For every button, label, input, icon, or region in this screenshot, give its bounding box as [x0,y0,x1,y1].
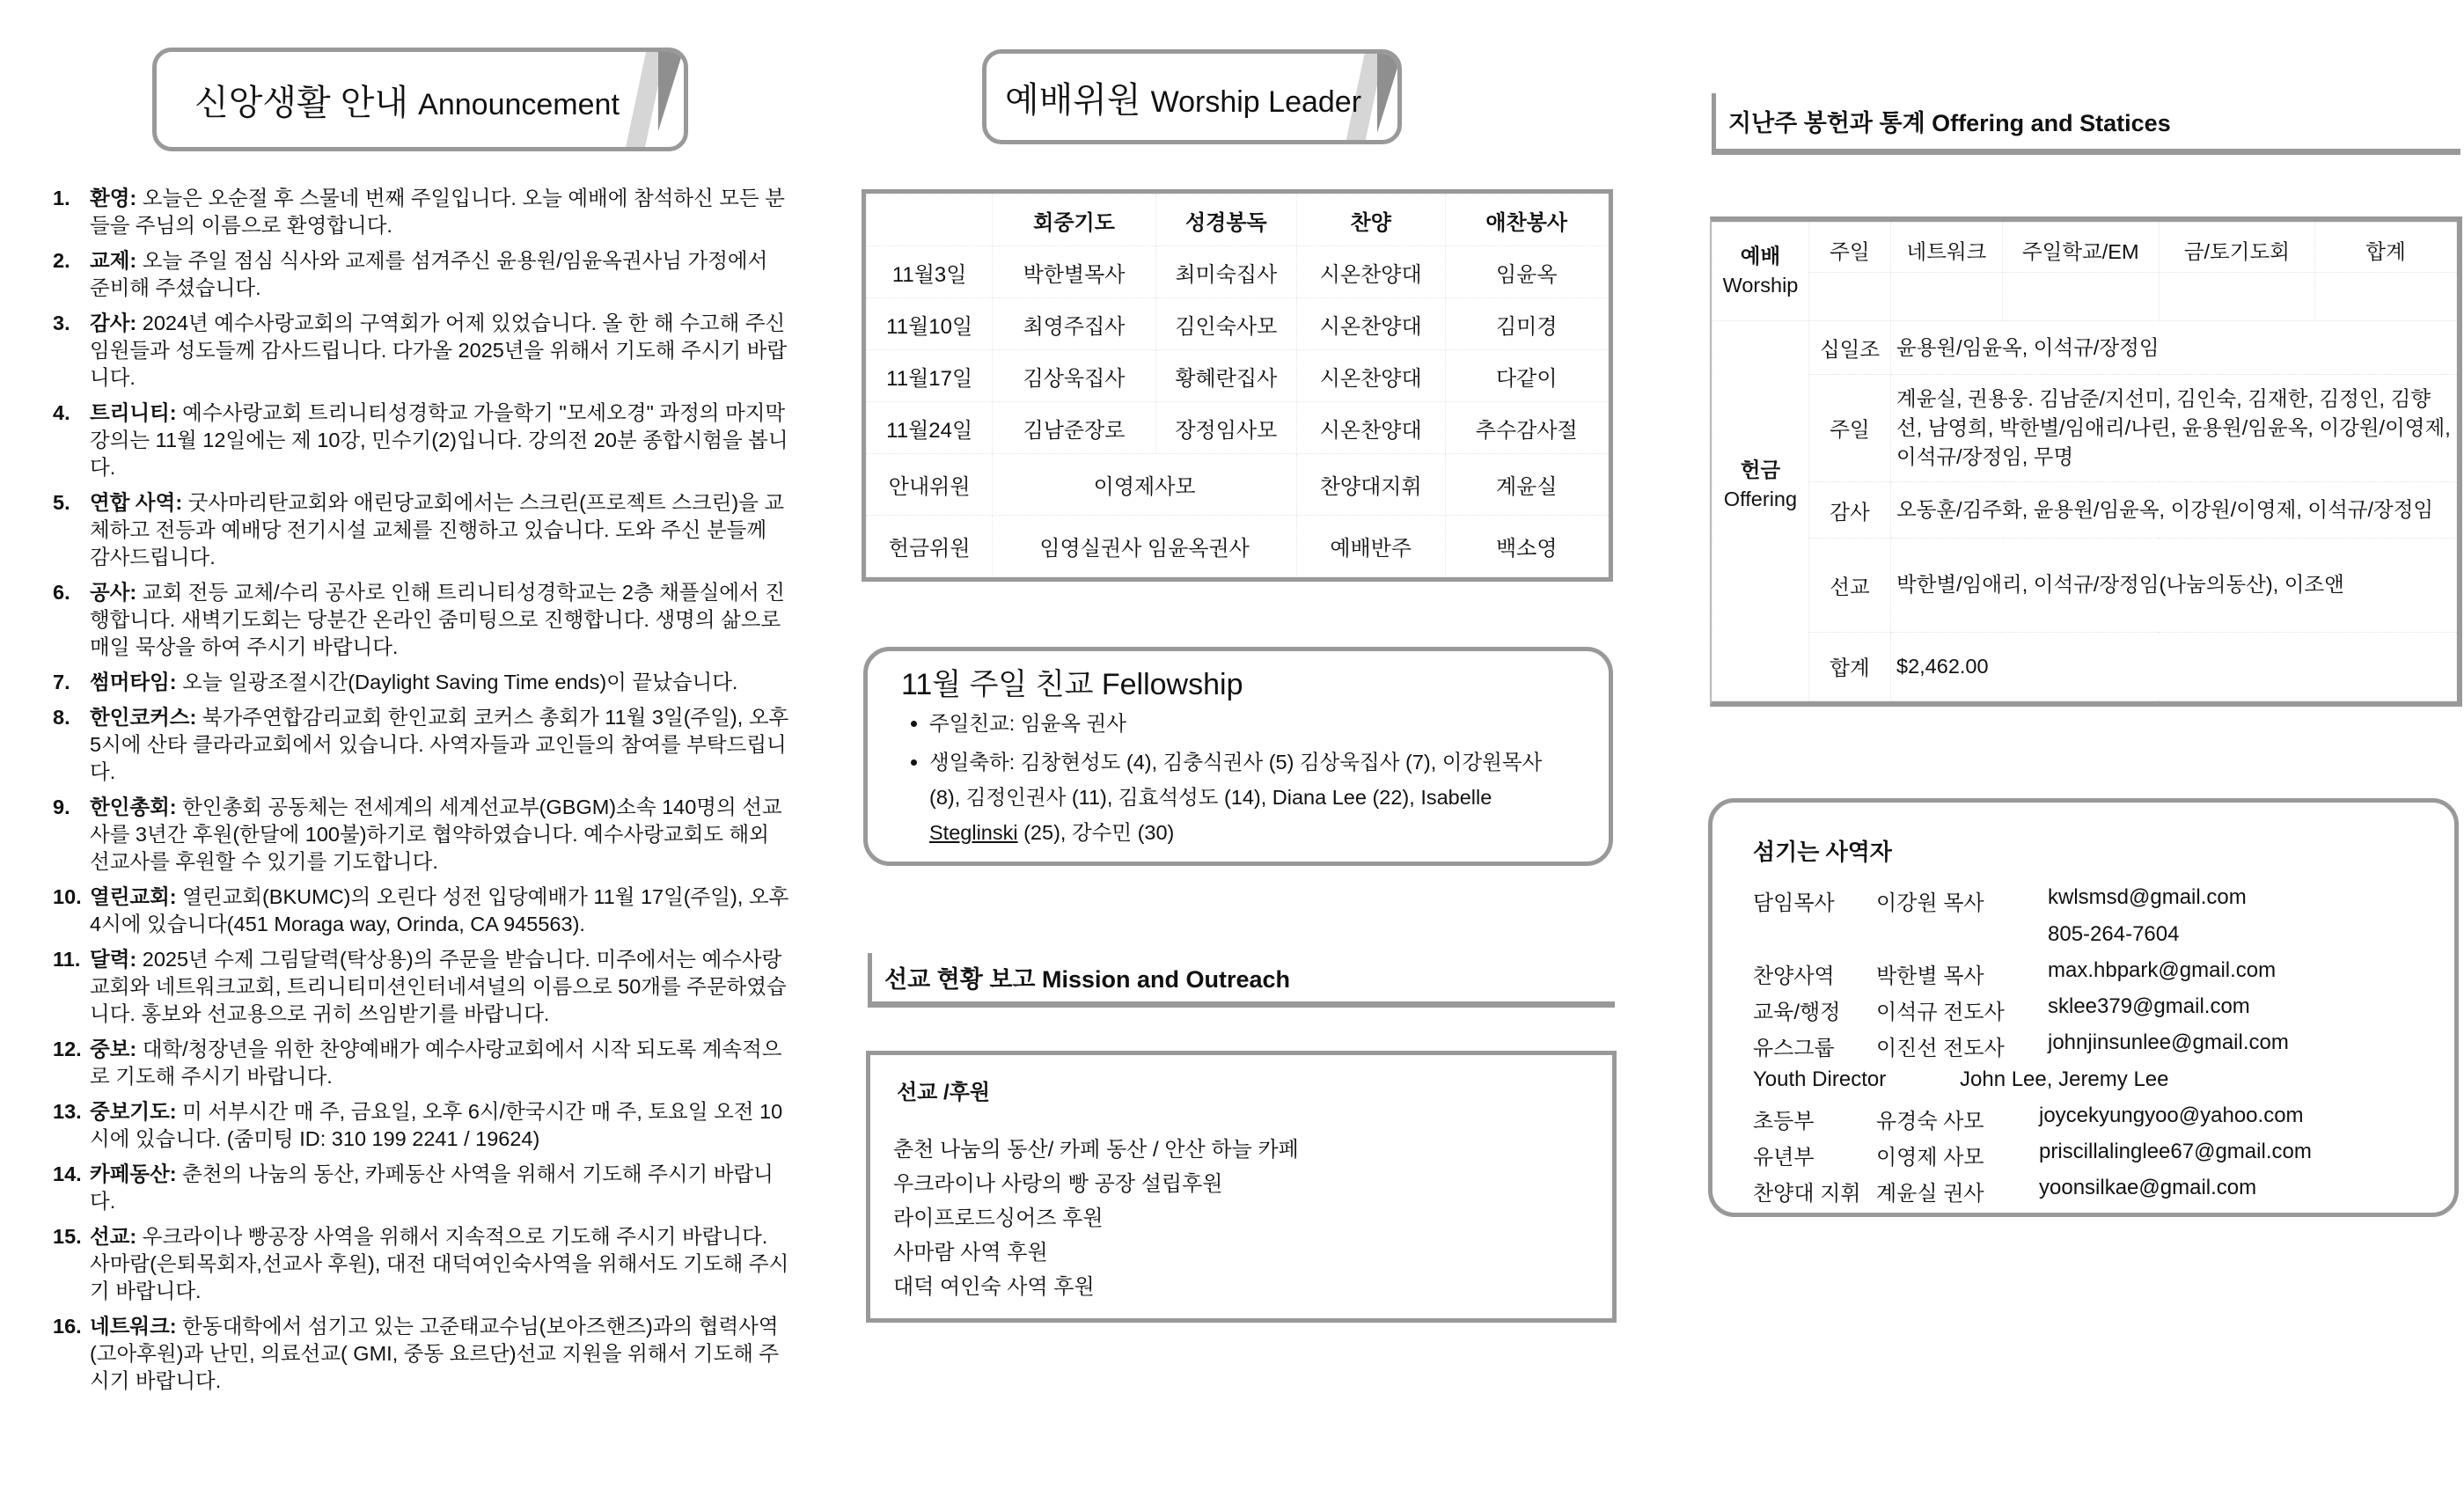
column-header: 회중기도 [993,194,1155,246]
minister-name: 유경숙 사모 [1876,1110,1984,1133]
offering-category-en: Offering [1723,487,1798,510]
row-label: 합계 [1808,632,1890,700]
announcement-title-en: Announcement [418,87,620,121]
item-text: 오늘 일광조절시간(Daylight Saving Time ends)이 끝났습니다. [182,671,738,693]
fellowship-title: 11월 주일 친교 Fellowship [901,668,1243,701]
item-text: 2024년 예수사랑교회의 구역회가 어제 있었습니다. 올 한 해 수고해 주신 임원들과 성도들께 감사드립니다. 다가올 2025년을 위해서 기도해 주시기 바랍니다. [90,312,788,389]
minister-name: 이석규 전도사 [1876,1001,2005,1024]
row-names: 윤용원/임윤옥, 이석규/장정임 [1891,321,2457,374]
row-names: 박한별/임애리, 이석규/장정임(나눔의동산), 이조앤 [1891,539,2457,632]
announcement-title-ko: 신앙생활 안내 [194,83,409,122]
item-label: 카페동산: [90,1162,177,1185]
table-cell: 임영실권사 임윤옥권사 [993,516,1297,577]
announcement-item [53,1223,792,1305]
minister-name: 이영제 사모 [1876,1146,1984,1170]
table-row [867,402,1609,454]
fellowship-host: • 주일친교: 임윤옥 권사 [929,706,1573,741]
item-text: 한동대학에서 섬기고 있는 고준태교수님(보아즈핸즈)과의 협력사역(고아후원)과 난민, 의료선교( GMI, 중동 요르단)선교 지원을 위해서 기도해 주시기 바랍니다. [90,1315,780,1392]
worship-leader-header [982,49,1402,144]
item-label: 한인총회: [90,796,177,818]
table-cell: 11월17일 [867,350,993,402]
mission-subtitle: 선교 /후원 [897,1081,991,1104]
table-cell: 박한별목사 [993,246,1155,298]
worship-category-en: Worship [1722,274,1799,297]
table-cell: 백소영 [1445,516,1609,577]
worship-leader-title-ko: 예배위원 [1004,80,1141,120]
item-label: 트리니티: [90,401,177,424]
item-label: 환영: [90,187,137,209]
worship-values-row [1712,273,2457,321]
minister-role: Youth Director [1753,1067,1887,1091]
item-number: 2. [53,249,70,272]
item-text: 대학/청장년을 위한 찬양예배가 예수사랑교회에서 시작 되도록 계속적으로 기도해 주시기 바랍니다. [90,1038,782,1088]
table-row [867,298,1609,350]
ribbon-decoration [658,52,683,131]
item-text: 열린교회(BKUMC)의 오린다 성전 입당예배가 11월 17일(주일), 오후 4시에 있습니다(451 Moraga way, Orinda, CA 945563). [90,885,789,935]
mission-item: 라이프로드싱어즈 후원 [893,1206,1104,1230]
table-row [1712,482,2457,539]
item-number: 9. [53,796,70,818]
item-label: 한인코커스: [90,706,197,729]
table-cell: 11월24일 [867,402,993,454]
column-header: 찬양 [1296,194,1445,246]
minister-name: John Lee, Jeremy Lee [1960,1067,2169,1091]
item-text: 오늘 주일 점심 식사와 교제를 섬겨주신 윤용원/임윤옥권사님 가정에서 준비해 주셨습니다. [90,249,768,299]
row-label: 선교 [1808,539,1890,632]
mission-list [893,1133,1299,1304]
item-number: 14. [53,1162,82,1185]
row-label: 십일조 [1808,321,1890,374]
item-number: 11. [53,948,81,971]
item-label: 공사: [90,581,137,604]
table-row [1712,632,2457,700]
minister-name: 계윤실 권사 [1876,1182,1984,1206]
announcement-item [53,400,792,481]
minister-contact[interactable]: johnjinsunlee@gmail.com [2048,1030,2289,1054]
item-number: 7. [53,671,70,693]
row-label: 주일 [1808,374,1890,481]
offering-category [1712,321,1809,701]
table-cell: 시온찬양대 [1296,402,1445,454]
item-number: 16. [53,1315,82,1338]
row-label: 감사 [1808,482,1890,539]
item-label: 네트워크: [90,1315,177,1338]
worship-leader-title-en: Worship Leader [1150,84,1362,119]
table-cell: 김남준장로 [993,402,1155,454]
row-names: 오동훈/김주화, 윤용원/임윤옥, 이강원/이영제, 이석규/장정임 [1891,482,2457,539]
table-row [1712,374,2457,481]
mission-item: 우크라이나 사랑의 빵 공장 설립후원 [893,1172,1223,1196]
announcement-item [53,1313,792,1395]
item-text: 오늘은 오순절 후 스물네 번째 주일입니다. 오늘 예배에 참석하신 모든 분들을 주님의 이름으로 환영합니다. [90,187,785,237]
announcement-item [53,247,792,302]
table-cell [1891,273,2003,321]
item-number: 5. [53,491,70,514]
minister-contact[interactable]: joycekyungyoo@yahoo.com [2039,1104,2304,1127]
mission-item: 사마람 사역 후원 [893,1241,1048,1265]
announcement-item [53,579,792,661]
worship-leader-table [862,189,1613,582]
item-label: 감사: [90,312,137,334]
announcement-item [53,1036,792,1090]
offering-header [1712,93,2460,155]
table-row [867,454,1609,516]
minister-role: 담임목사 [1753,891,1835,915]
table-cell: 헌금위원 [867,516,993,577]
table-cell: 다같이 [1445,350,1609,402]
minister-role: 교육/행정 [1753,1001,1841,1024]
ribbon-decoration [1377,54,1402,133]
minister-name: 박한별 목사 [1876,964,1984,988]
item-label: 썸머타임: [90,671,177,693]
announcement-item [53,489,792,571]
table-cell: 계윤실 [1445,454,1609,516]
birthday-name-underlined: Steglinski [929,821,1018,844]
table-row [1712,539,2457,632]
minister-role: 찬양사역 [1753,964,1835,988]
table-cell [2315,273,2457,321]
item-number: 12. [53,1038,82,1060]
table-cell [2002,273,2159,321]
announcement-item [53,310,792,392]
announcement-header [152,48,688,151]
announcement-item [53,704,792,786]
table-cell: 황혜란집사 [1155,350,1296,402]
offering-table [1710,216,2462,707]
table-cell: 최영주집사 [993,298,1155,350]
table-cell: 시온찬양대 [1296,350,1445,402]
item-text: 춘천의 나눔의 동산, 카페동산 사역을 위해서 기도해 주시기 바랍니다. [90,1162,774,1213]
ministers-title: 섬기는 사역자 [1753,839,1892,865]
mission-item: 춘천 나눔의 동산/ 카페 동산 / 안산 하늘 카페 [893,1138,1299,1162]
announcement-list [53,185,792,1403]
item-text: 우크라이나 빵공장 사역을 위해서 지속적으로 기도해 주시기 바랍니다. 사마람(은퇴목회자,선교사 후원), 대전 대덕여인숙사역을 위해서도 기도해 주시기 바랍니다. [90,1225,789,1302]
table-cell [1808,273,1890,321]
table-cell: 찬양대지휘 [1296,454,1445,516]
item-text: 2025년 수제 그림달력(탁상용)의 주문을 받습니다. 미주에서는 예수사랑교회와 네트워크교회, 트리니티미션인터네셔널의 이름으로 50개를 주문하였습니다. 홍보와 선교용으로 귀히 쓰임받기를 바랍니다. [90,948,787,1025]
offering-title: 지난주 봉헌과 통계 Offering and Statices [1728,110,2171,136]
column-header: 합계 [2315,223,2457,273]
table-cell: 예배반주 [1296,516,1445,577]
worship-header-row [1712,223,2457,273]
fellowship-list [905,706,1573,854]
item-label: 열린교회: [90,885,177,908]
announcement-item [53,946,792,1028]
minister-contact: 805-264-7604 [2048,922,2180,946]
announcement-item [53,884,792,938]
item-number: 8. [53,706,70,729]
table-cell: 안내위원 [867,454,993,516]
item-number: 10. [53,885,82,908]
table-cell: 이영제사모 [993,454,1297,516]
mission-box [866,1051,1617,1323]
column-header: 주일 [1808,223,1890,273]
announcement-item [53,185,792,239]
column-header: 네트워크 [1891,223,2003,273]
item-text: 예수사랑교회 트리니티성경학교 가을학기 "모세오경" 과정의 마지막 강의는 11월 12일에는 제 10강, 민수기(2)입니다. 강의전 20분 종합시험을 봅니다. [90,401,788,479]
announcement-item [53,1161,792,1215]
column-header: 주일학교/EM [2002,223,2159,273]
minister-role: 초등부 [1753,1110,1815,1133]
minister-name: 이진선 전도사 [1876,1037,2005,1060]
column-header [867,194,993,246]
mission-header [868,953,1615,1008]
minister-name: 이강원 목사 [1876,891,1984,915]
mission-item: 대덕 여인숙 사역 후원 [893,1275,1095,1299]
table-cell: 추수감사절 [1445,402,1609,454]
table-cell: 장정임사모 [1155,402,1296,454]
table-row [867,516,1609,577]
item-number: 3. [53,312,70,334]
birthday-list [929,744,1573,850]
item-text: 교회 전등 교체/수리 공사로 인해 트리니티성경학교는 2층 채플실에서 진행합니다. 새벽기도회는 당분간 온라인 줌미팅으로 진행합니다. 생명의 삶으로 매일 묵상을 하여 주시기 바랍니다. [90,581,785,658]
column-header: 금/토기도회 [2159,223,2315,273]
minister-contact[interactable]: max.hbpark@gmail.com [2048,958,2277,982]
table-cell [2159,273,2315,321]
table-row [867,246,1609,298]
item-label: 달력: [90,948,137,971]
item-label: 교제: [90,249,137,272]
table-cell: 시온찬양대 [1296,298,1445,350]
item-number: 4. [53,401,70,424]
item-label: 연합 사역: [90,491,183,514]
minister-contact[interactable]: priscillalinglee67@gmail.com [2039,1140,2312,1163]
item-text: 북가주연합감리교회 한인교회 코커스 총회가 11월 3일(주일), 오후 5시에 산타 클라라교회에서 있습니다. 사역자들과 교인들의 참여를 부탁드립니다. [90,706,789,783]
minister-role: 유년부 [1753,1146,1815,1170]
mission-title: 선교 현황 보고 Mission and Outreach [884,966,1291,993]
ministers-box [1708,798,2459,1217]
minister-contact[interactable]: yoonsilkae@gmail.com [2039,1176,2257,1199]
item-number: 1. [53,187,70,209]
table-cell: 김인숙사모 [1155,298,1296,350]
item-text: 한인총회 공동체는 전세계의 세계선교부(GBGM)소속 140명의 선교사를 3년간 후원(한달에 100불)하기로 협약하였습니다. 예수사랑교회도 해외 선교사를 후원할 수 있기를 기도합니다. [90,796,782,873]
birthday-text: 생일축하: 김창현성도 (4), 김충식권사 (5) 김상욱집사 (7), 이강원목사 (8), 김정인권사 (11), 김효석성도 (14), Diana Lee (22), Isabelle [929,751,1543,809]
item-label: 중보: [90,1038,137,1060]
minister-contact[interactable]: kwlsmsd@gmail.com [2048,885,2247,909]
table-header-row [867,194,1609,246]
announcement-item [53,794,792,876]
item-text: 미 서부시간 매 주, 금요일, 오후 6시/한국시간 매 주, 토요일 오전 10시에 있습니다. (줌미팅 ID: 310 199 2241 / 19624) [90,1100,783,1150]
column-header: 애찬봉사 [1445,194,1609,246]
column-header: 성경봉독 [1155,194,1296,246]
offering-category-ko: 헌금 [1740,458,1781,481]
item-number: 13. [53,1100,82,1123]
item-label: 선교: [90,1225,137,1248]
item-text: 굿사마리탄교회와 애린당교회에서는 스크린(프로젝트 스크린)을 교체하고 전등과 예배당 전기시설 교체를 진행하고 있습니다. 도와 주신 분들께 감사드립니다. [90,491,785,568]
table-cell: 11월10일 [867,298,993,350]
table-cell: 김미경 [1445,298,1609,350]
announcement-item [53,669,792,696]
birthday-text: (25), 강수민 (30) [1017,821,1175,844]
item-label: 중보기도: [90,1100,177,1123]
announcement-item [53,1098,792,1153]
minister-role: 찬양대 지휘 [1753,1182,1861,1206]
announcement-title [194,75,620,125]
table-cell: 임윤옥 [1445,246,1609,298]
offering-total: $2,462.00 [1891,632,2457,700]
worship-category [1712,223,1809,321]
minister-contact[interactable]: sklee379@gmail.com [2048,994,2250,1018]
table-cell: 김상욱집사 [993,350,1155,402]
worship-category-ko: 예배 [1740,245,1781,268]
table-cell: 11월3일 [867,246,993,298]
item-number: 15. [53,1225,82,1248]
table-row [867,350,1609,402]
table-cell: 시온찬양대 [1296,246,1445,298]
minister-role: 유스그룹 [1753,1037,1835,1060]
worship-leader-title [1005,72,1361,122]
item-number: 6. [53,581,70,604]
table-row [1712,321,2457,374]
row-names: 계윤실, 권용웅. 김남준/지선미, 김인숙, 김재한, 김정인, 김향선, 남영희, 박한별/임애리/나린, 윤용원/임윤옥, 이강원/이영제, 이석규/장정임, 무명 [1891,374,2457,481]
table-cell: 최미숙집사 [1155,246,1296,298]
fellowship-box [863,647,1613,866]
